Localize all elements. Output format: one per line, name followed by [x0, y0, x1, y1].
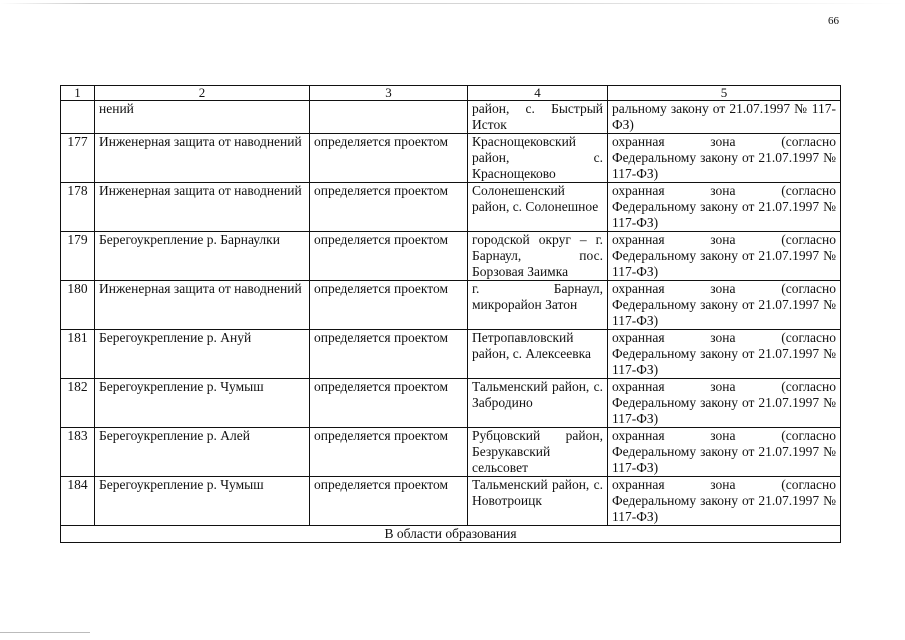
object-name: Берегоукрепление р. Барнаулки	[95, 232, 310, 281]
row-number: 178	[61, 183, 95, 232]
location: Краснощековский район, с. Краснощеково	[468, 134, 608, 183]
section-title: В области образования	[61, 526, 841, 543]
location: Рубцовский район, Безрукавский сельсовет	[468, 428, 608, 477]
object-name: Инженерная защита от наводнений	[95, 183, 310, 232]
scan-edge-bottom	[0, 632, 90, 633]
table-row-continuation	[61, 101, 841, 134]
zone-description: охранная зона (согласно Федеральному закону от 21.07.1997 № 117-ФЗ)	[608, 379, 841, 428]
location: Тальменский район, с. Новотроицк	[468, 477, 608, 526]
table-row	[61, 477, 841, 526]
row-number: 180	[61, 281, 95, 330]
table-row	[61, 428, 841, 477]
object-name: Инженерная защита от наводнений	[95, 134, 310, 183]
object-name: Берегоукрепление р. Алей	[95, 428, 310, 477]
location: Тальменский район, с. Забродино	[468, 379, 608, 428]
header-cell: 4	[468, 86, 608, 101]
object-name: Берегоукрепление р. Ануй	[95, 330, 310, 379]
table-row	[61, 134, 841, 183]
object-name: нений	[95, 101, 310, 134]
row-number	[61, 101, 95, 134]
determination-method: определяется проектом	[310, 330, 468, 379]
row-number: 179	[61, 232, 95, 281]
table-row	[61, 232, 841, 281]
header-cell: 1	[61, 86, 95, 101]
table-row	[61, 183, 841, 232]
location: Солонешенский район, с. Солонешное	[468, 183, 608, 232]
determination-method: определяется проектом	[310, 134, 468, 183]
location: городской округ – г. Барнаул, пос. Борзовая Заимка	[468, 232, 608, 281]
determination-method: определяется проектом	[310, 183, 468, 232]
zone-description: ральному закону от 21.07.1997 № 117-ФЗ)	[608, 101, 841, 134]
location: г. Барнаул, микрорайон Затон	[468, 281, 608, 330]
row-number: 184	[61, 477, 95, 526]
scan-edge-top	[0, 3, 905, 4]
determination-method: определяется проектом	[310, 232, 468, 281]
zone-description: охранная зона (согласно Федеральному закону от 21.07.1997 № 117-ФЗ)	[608, 183, 841, 232]
object-name: Берегоукрепление р. Чумыш	[95, 379, 310, 428]
zone-description: охранная зона (согласно Федеральному закону от 21.07.1997 № 117-ФЗ)	[608, 477, 841, 526]
location: Петропавловский район, с. Алексеевка	[468, 330, 608, 379]
determination-method: определяется проектом	[310, 281, 468, 330]
determination-method: определяется проектом	[310, 379, 468, 428]
object-name: Берегоукрепление р. Чумыш	[95, 477, 310, 526]
table-row	[61, 281, 841, 330]
zone-description: охранная зона (согласно Федеральному закону от 21.07.1997 № 117-ФЗ)	[608, 330, 841, 379]
determination-method	[310, 101, 468, 134]
determination-method: определяется проектом	[310, 477, 468, 526]
zone-description: охранная зона (согласно Федеральному закону от 21.07.1997 № 117-ФЗ)	[608, 281, 841, 330]
location: район, с. Быстрый Исток	[468, 101, 608, 134]
row-number: 182	[61, 379, 95, 428]
table-row	[61, 330, 841, 379]
zone-description: охранная зона (согласно Федеральному закону от 21.07.1997 № 117-ФЗ)	[608, 428, 841, 477]
header-cell: 5	[608, 86, 841, 101]
table-row	[61, 379, 841, 428]
table-header-row	[61, 86, 841, 101]
row-number: 177	[61, 134, 95, 183]
header-cell: 3	[310, 86, 468, 101]
zone-description: охранная зона (согласно Федеральному закону от 21.07.1997 № 117-ФЗ)	[608, 232, 841, 281]
section-row	[61, 526, 841, 543]
determination-method: определяется проектом	[310, 428, 468, 477]
header-cell: 2	[95, 86, 310, 101]
page-number: 66	[828, 15, 839, 27]
zone-description: охранная зона (согласно Федеральному закону от 21.07.1997 № 117-ФЗ)	[608, 134, 841, 183]
row-number: 181	[61, 330, 95, 379]
row-number: 183	[61, 428, 95, 477]
facilities-table	[60, 85, 841, 543]
object-name: Инженерная защита от наводнений	[95, 281, 310, 330]
